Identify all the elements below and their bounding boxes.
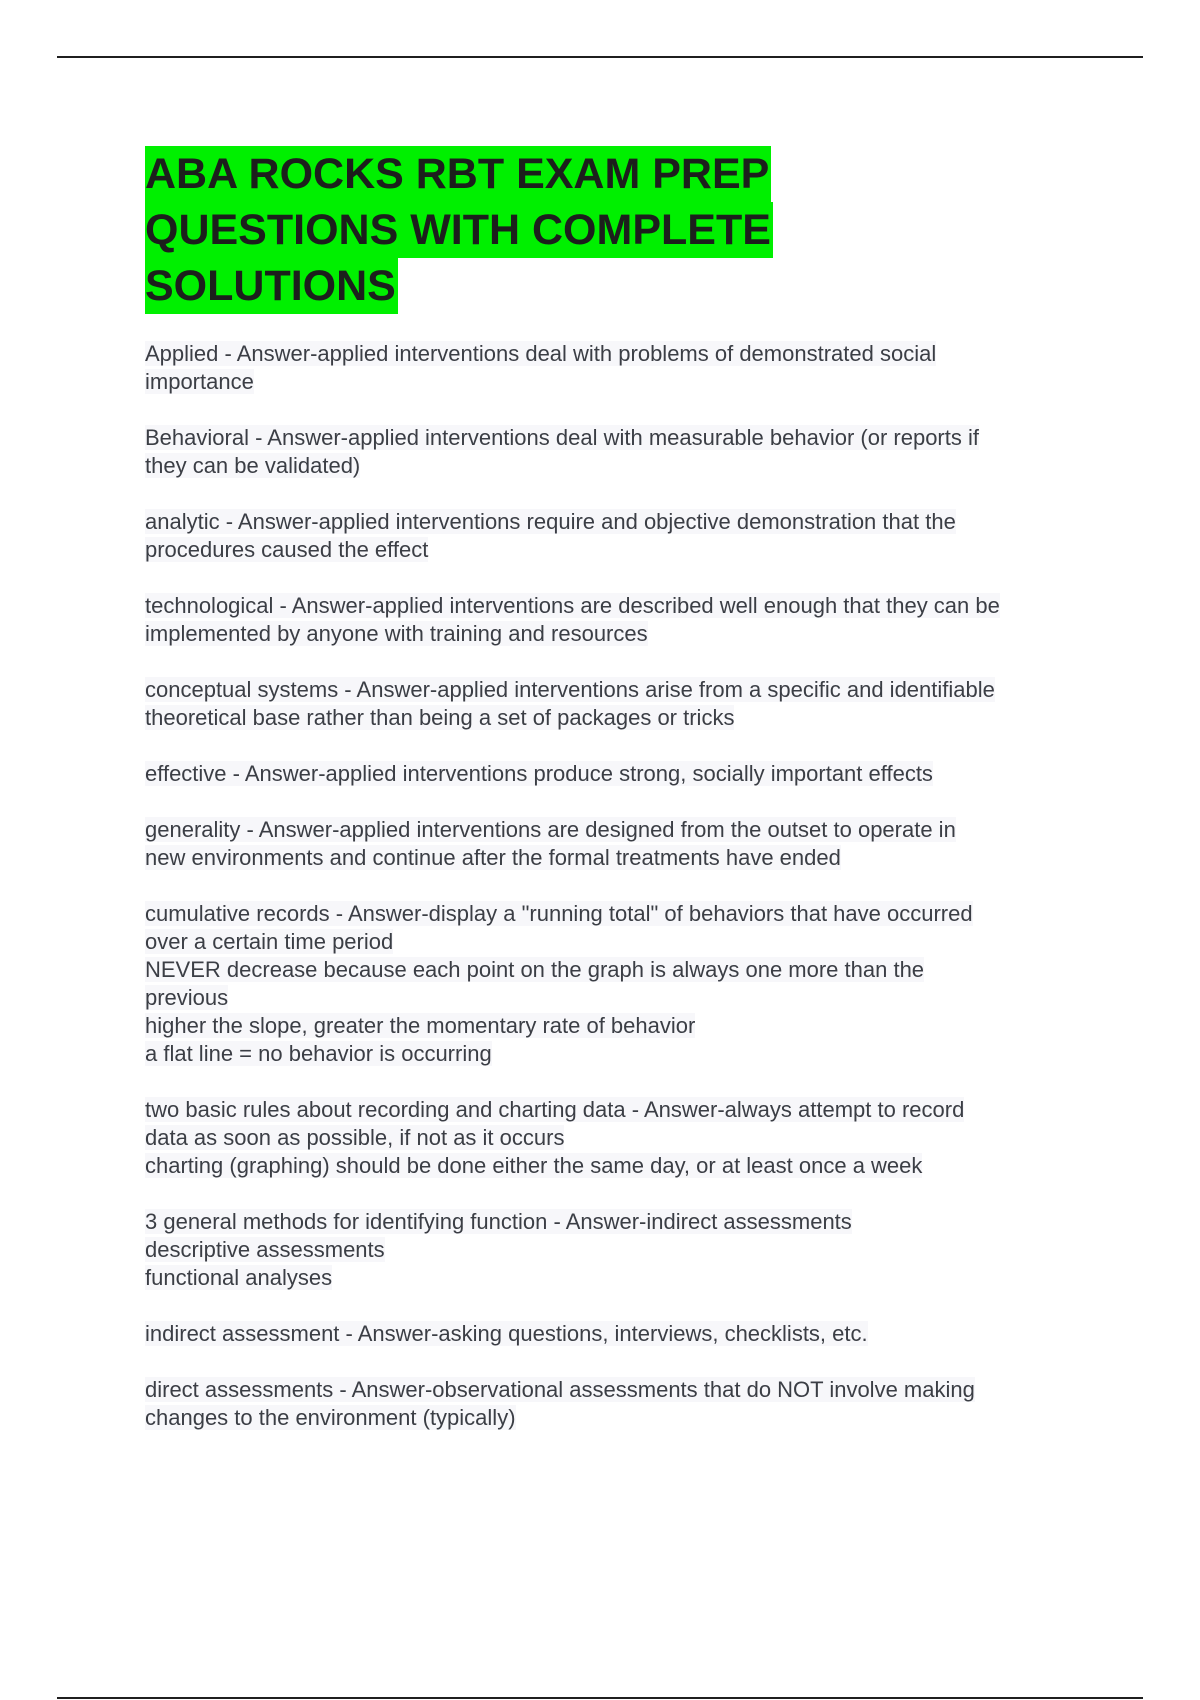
qa-entry-line (145, 452, 1095, 480)
qa-entry-line (145, 1404, 1095, 1432)
qa-entry-line (145, 340, 1095, 368)
qa-entry-text: a flat line = no behavior is occurring (145, 1041, 492, 1066)
qa-entry-line (145, 956, 1095, 984)
qa-entry-text: two basic rules about recording and charting data - Answer-always attempt to record (145, 1097, 965, 1122)
qa-entry (145, 1320, 1095, 1348)
qa-entry-text: generality - Answer-applied interventions are designed from the outset to operate in (145, 817, 956, 842)
qa-entry-text: indirect assessment - Answer-asking questions, interviews, checklists, etc. (145, 1321, 868, 1346)
qa-entry-line (145, 816, 1095, 844)
qa-entry-line (145, 1264, 1095, 1292)
qa-entry-line (145, 1124, 1095, 1152)
qa-entry-line (145, 368, 1095, 396)
qa-entry-text: previous (145, 985, 229, 1010)
qa-entry-text: charting (graphing) should be done either the same day, or at least once a week (145, 1153, 923, 1178)
qa-entry-text: analytic - Answer-applied interventions require and objective demonstration that the (145, 509, 956, 534)
qa-entry-text: procedures caused the effect (145, 537, 429, 562)
qa-entry-text: cumulative records - Answer-display a "running total" of behaviors that have occurred (145, 901, 973, 926)
qa-entry-line (145, 1012, 1095, 1040)
qa-entry-line (145, 620, 1095, 648)
qa-entry-line (145, 1208, 1095, 1236)
qa-entry-line (145, 760, 1095, 788)
qa-entry-text: changes to the environment (typically) (145, 1405, 516, 1430)
qa-entry-text: direct assessments - Answer-observational assessments that do NOT involve making (145, 1377, 975, 1402)
qa-entry-text: theoretical base rather than being a set of packages or tricks (145, 705, 735, 730)
qa-entry-text: Behavioral - Answer-applied interventions deal with measurable behavior (or reports if (145, 425, 979, 450)
qa-entry-text: new environments and continue after the formal treatments have ended (145, 845, 841, 870)
qa-entry (145, 1376, 1095, 1432)
document-title (145, 146, 1095, 314)
qa-entry (145, 508, 1095, 564)
qa-entry-line (145, 1096, 1095, 1124)
qa-entry-text: implemented by anyone with training and resources (145, 621, 648, 646)
qa-entry-text: Applied - Answer-applied interventions deal with problems of demonstrated social (145, 341, 937, 366)
qa-entry-text: 3 general methods for identifying function - Answer-indirect assessments (145, 1209, 852, 1234)
qa-entry-line (145, 1152, 1095, 1180)
header-rule (57, 56, 1143, 58)
qa-entry (145, 1208, 1095, 1292)
title-line: ABA ROCKS RBT EXAM PREP (145, 146, 771, 202)
qa-entry-line (145, 844, 1095, 872)
qa-entry-text: effective - Answer-applied interventions produce strong, socially important effects (145, 761, 933, 786)
qa-entry-text: data as soon as possible, if not as it occurs (145, 1125, 565, 1150)
qa-entry-line (145, 536, 1095, 564)
qa-entry-text: over a certain time period (145, 929, 394, 954)
qa-entry-text: importance (145, 369, 254, 394)
qa-entry-line (145, 1320, 1095, 1348)
qa-entry-line (145, 424, 1095, 452)
qa-entry-line (145, 704, 1095, 732)
qa-entry-text: conceptual systems - Answer-applied interventions arise from a specific and identifiable (145, 677, 995, 702)
document-body (145, 146, 1095, 1460)
title-line: QUESTIONS WITH COMPLETE (145, 202, 773, 258)
qa-entry-line (145, 676, 1095, 704)
qa-entry-line (145, 1376, 1095, 1404)
qa-entry-text: functional analyses (145, 1265, 333, 1290)
qa-entry-text: higher the slope, greater the momentary rate of behavior (145, 1013, 696, 1038)
qa-entry (145, 760, 1095, 788)
qa-entry (145, 340, 1095, 396)
title-line: SOLUTIONS (145, 258, 398, 314)
qa-list (145, 340, 1095, 1432)
qa-entry (145, 900, 1095, 1068)
qa-entry-text: technological - Answer-applied interventions are described well enough that they can be (145, 593, 1000, 618)
qa-entry (145, 816, 1095, 872)
qa-entry-line (145, 1040, 1095, 1068)
qa-entry (145, 592, 1095, 648)
qa-entry-text: NEVER decrease because each point on the graph is always one more than the (145, 957, 925, 982)
footer-rule (57, 1697, 1143, 1699)
qa-entry-line (145, 1236, 1095, 1264)
qa-entry-line (145, 508, 1095, 536)
qa-entry-line (145, 592, 1095, 620)
qa-entry-text: descriptive assessments (145, 1237, 385, 1262)
qa-entry (145, 676, 1095, 732)
qa-entry-line (145, 900, 1095, 928)
qa-entry-text: they can be validated) (145, 453, 361, 478)
qa-entry-line (145, 928, 1095, 956)
qa-entry (145, 1096, 1095, 1180)
qa-entry-line (145, 984, 1095, 1012)
qa-entry (145, 424, 1095, 480)
